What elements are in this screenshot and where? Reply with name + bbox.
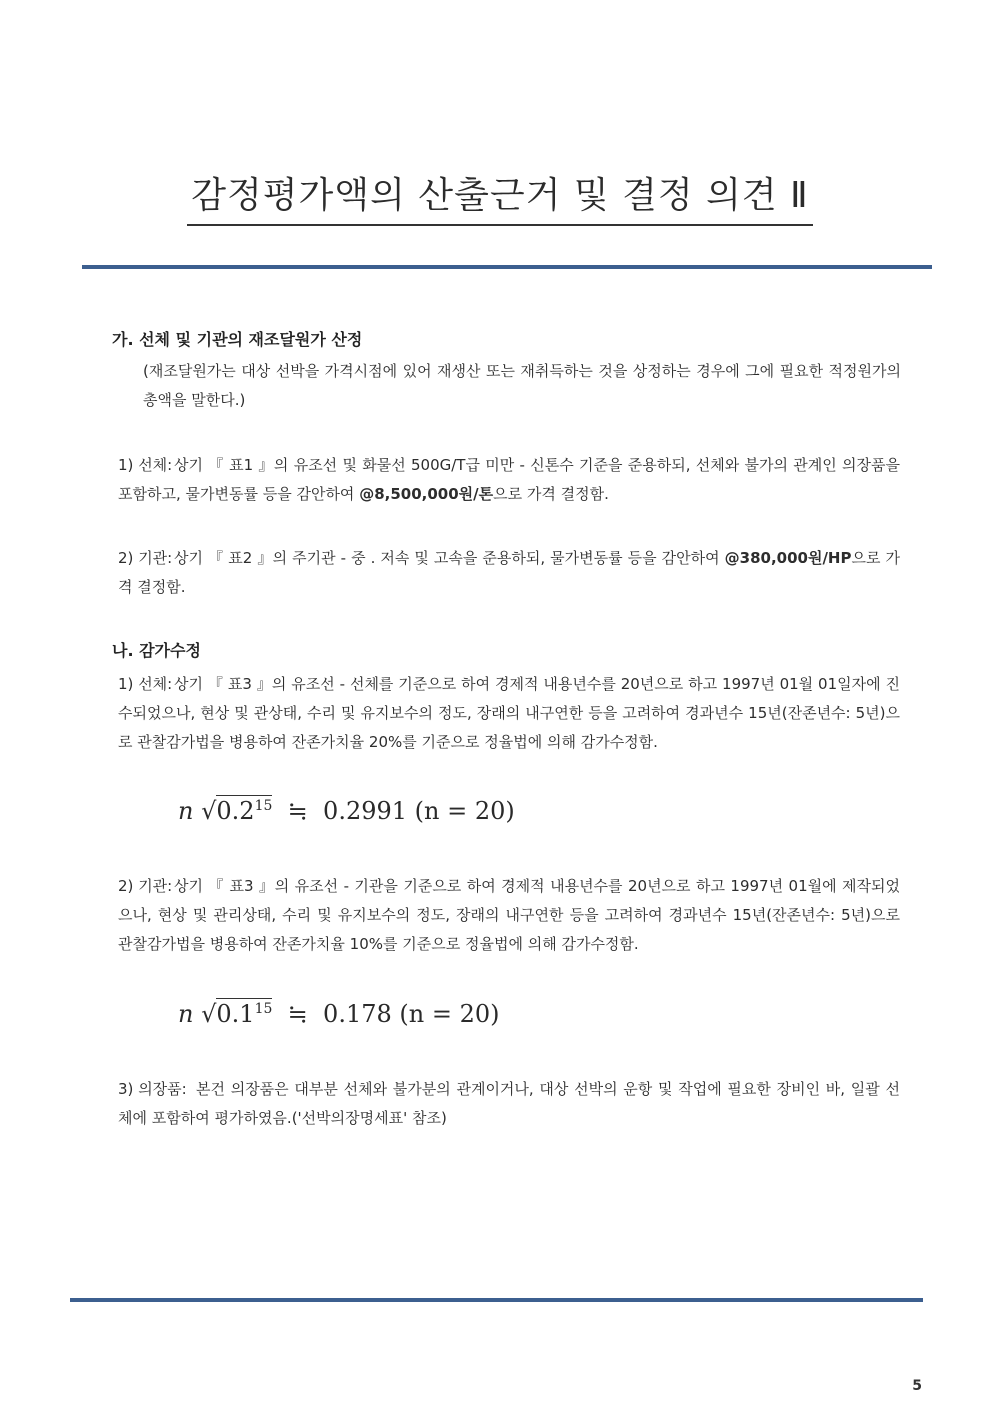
list-item-na-2 [118, 872, 908, 992]
price-value: @8,500,000원/톤 [359, 485, 494, 503]
list-item-na-1 [118, 670, 908, 790]
depreciation-formula-engine: n $√0.1^{15}$ ≒ 0.178 (n = 20) [178, 1000, 500, 1028]
depreciation-formula-hull: n $√0.2^{15}$ ≒ 0.2991 (n = 20) [178, 797, 515, 825]
top-divider [82, 265, 932, 269]
item-body: 상기 『 표3 』의 유조선 - 기관을 기준으로 하여 경제적 내용년수를 20년으로 하고 1997년 01월에 제작되었으나, 현상 및 관리상태, 수리 및 유지보수의 정도, 장래의 내구연한 등을 고려하여 경과년수 15년(잔존년수: 5년)으로 관찰감가법을 병용하여 잔존가치율 10%를 기준으로 정율법에 의해 감가수정함. [118, 877, 900, 953]
bottom-divider [70, 1298, 923, 1302]
item-number: 3) 의장품: [118, 1080, 187, 1098]
list-item-ga-1 [118, 451, 908, 511]
item-body: 본건 의장품은 대부분 선체와 불가분의 관계이거나, 대상 선박의 운항 및 작업에 필요한 장비인 바, 일괄 선체에 포함하여 평가하였음.('선박의장명세표' 참조) [118, 1080, 900, 1127]
list-item-na-3 [118, 1075, 908, 1135]
page-title-wrap [0, 172, 1000, 226]
item-body: 상기 『 표1 』의 유조선 및 화물선 500G/T급 미만 - 신톤수 기준을 준용하되, 선체와 불가의 관계인 의장품을 포함하고, 물가변동률 등을 감안하여 @8,500,000원/톤으로 가격 결정함. [118, 456, 900, 503]
list-item-ga-2 [118, 544, 908, 604]
item-body: 상기 『 표2 』의 주기관 - 중 . 저속 및 고속을 준용하되, 물가변동률 등을 감안하여 @380,000원/HP으로 가격 결정함. [118, 549, 900, 596]
item-body: 상기 『 표3 』의 유조선 - 선체를 기준으로 하여 경제적 내용년수를 20년으로 하고 1997년 01월 01일자에 진수되었으나, 현상 및 관상태, 수리 및 유지보수의 정도, 장래의 내구연한 등을 고려하여 경과년수 15년(잔존년수: 5년)으로 관찰감가법을 병용하여 잔존가치율 20%를 기준으로 정율법에 의해 감가수정함. [118, 675, 900, 751]
section-heading-na: 나. 감가수정 [112, 641, 201, 660]
section-heading-ga: 가. 선체 및 기관의 재조달원가 산정 [112, 330, 363, 349]
section-intro: (재조달원가는 대상 선박을 가격시점에 있어 재생산 또는 재취득하는 것을 상정하는 경우에 그에 필요한 적정원가의 총액을 말한다.) [143, 362, 901, 409]
page-title: 감정평가액의 산출근거 및 결정 의견 Ⅱ [187, 172, 813, 226]
price-value: @380,000원/HP [724, 549, 852, 567]
item-number: 1) 선체: [118, 675, 173, 693]
item-number: 2) 기관: [118, 549, 173, 567]
item-number: 2) 기관: [118, 877, 173, 895]
page-number: 5 [912, 1378, 922, 1394]
item-number: 1) 선체: [118, 456, 173, 474]
